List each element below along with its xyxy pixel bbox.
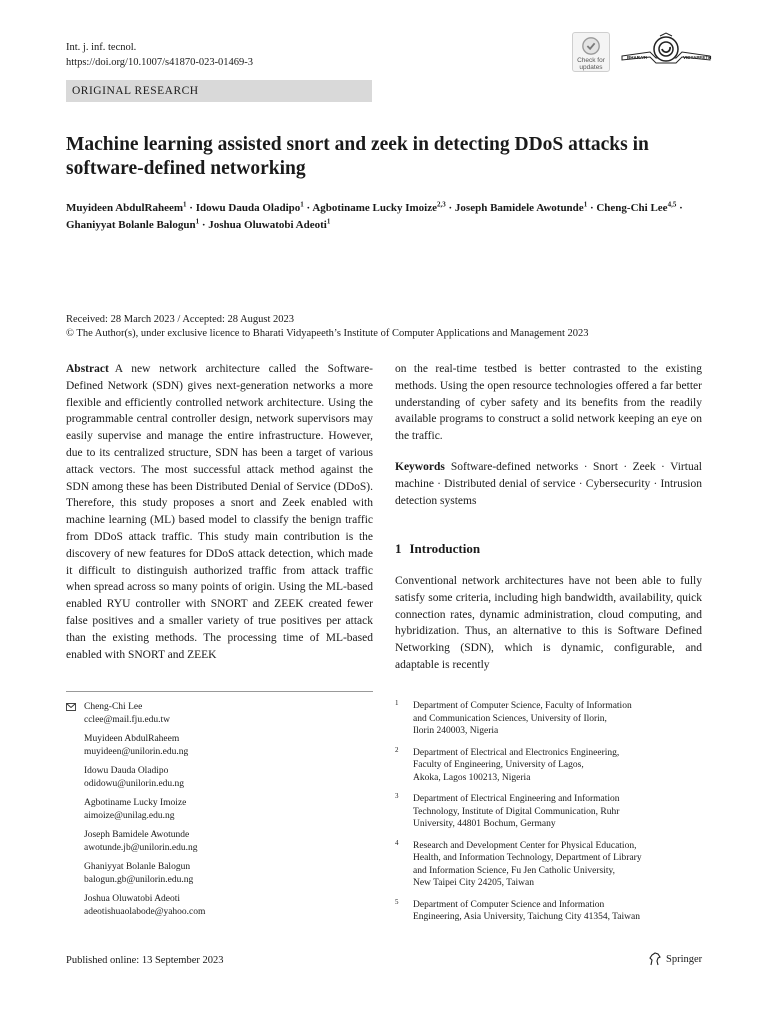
affiliation-item [395,747,715,785]
affiliation-line: and Communication Sciences, University of Ilorin, [413,713,607,724]
affiliation-item [395,899,715,924]
author-affiliation-ref: 4,5 [667,200,677,209]
author-name: Ghaniyyat Bolanle Balogun [66,219,196,231]
contact-email[interactable]: cclee@mail.fju.edu.tw [84,714,171,725]
bharati-vidyapeeth-logo [620,32,712,72]
svg-text:VIDYAPEETH: VIDYAPEETH [683,55,712,60]
contact-list [66,701,366,925]
author-affiliation-ref: 2,3 [437,200,446,209]
abstract-text-left: A new network architecture called the Software-Defined Network (SDN) gives next-generation networks a more flexible and efficiently controlled network architecture. Using the programmable central controller design, network supervisors may easily supervise and manage the entire infrastructure. However, due to its centralized structure, SDN has been a target of various attack vectors. The most successful attack method against the SDN among these has been Distributed Denial of Service (DDoS). Therefore, this study proposes a snort and Zeek enabled with machine learning (ML) based model to classify the benign traffic from DDoS attack traffic. This study main contribution is the discovery of new features for DDoS attack detection, which made it difficult to distinguish authorized traffic from attack traffic when spread across so many points of origin. Using the ML-based enabled RYU controller with SNORT and ZEEK created fewer false positives and a smaller variety of true positives per attack than the existing methods. The processing time of ML-based enabled with SNORT and ZEEK [66,363,373,661]
author-name: Cheng-Chi Lee [596,202,668,214]
author-separator: · [303,202,313,214]
affiliation-item [395,793,715,831]
author-separator: · [587,202,597,214]
contact-email[interactable]: awotunde.jb@unilorin.edu.ng [84,842,198,853]
springer-horse-icon [648,952,662,966]
author-name: Agbotiname Lucky Imoize [312,202,437,214]
author-name: Joshua Oluwatobi Adeoti [208,219,327,231]
svg-text:BHARATI: BHARATI [627,55,647,60]
keywords [395,459,702,509]
institution-seal-icon [620,32,712,72]
author-affiliation-ref: 1 [195,217,200,226]
affiliation-line: Department of Computer Science and Information [413,899,605,910]
keywords-label: Keywords [395,461,445,473]
section-title: Introduction [409,541,481,556]
contact-name: Joshua Oluwatobi Adeoti [84,894,181,904]
author-name: Idowu Dauda Oladipo [195,202,301,214]
section-label: ORIGINAL RESEARCH [66,80,372,102]
contact-email[interactable]: odidowu@unilorin.edu.ng [84,778,185,789]
contact-name: Cheng-Chi Lee [84,702,143,712]
affiliation-line: New Taipei City 24205, Taiwan [413,878,535,888]
author-separator: · [199,219,209,231]
author-affiliation-ref: 1 [583,200,588,209]
contact-email[interactable]: muyideen@unilorin.edu.ng [84,746,189,757]
author-separator: · [186,202,196,214]
contact-name: Agbotiname Lucky Imoize [84,798,187,808]
check-updates-label: Check for updates [577,57,605,71]
introduction-text: Conventional network architectures have not been able to fully satisfy some criteria, including high bandwidth, availability, quick connection rates, dynamic administration, cloud computing, and hybridization. Thus, an alternative to this is Software Defined Networking (SDN), which is dynamic, configurable, and adaptable is recently [395,575,702,671]
check-for-updates-badge[interactable] [572,32,610,72]
contact-name: Ghaniyyat Bolanle Balogun [84,862,191,872]
affiliation-line: University, 44801 Bochum, Germany [413,819,556,829]
affiliation-line: and Information Science, Fu Jen Catholic University, [413,865,616,876]
affiliation-list [395,700,715,933]
author-affiliation-ref: 1 [300,200,304,209]
contact-email[interactable]: aimoize@unilag.edu.ng [84,810,175,821]
contact-name: Idowu Dauda Oladipo [84,766,169,776]
author-affiliation-ref: 1 [183,200,187,209]
copyright-notice: © The Author(s), under exclusive licence to Bharati Vidyapeeth’s Institute of Computer Applications and Management 2023 [66,327,589,339]
doi-link[interactable]: https://doi.org/10.1007/s41870-023-01469-3 [66,57,254,68]
affiliation-line: Faculty of Engineering, University of Lagos, [413,760,584,770]
contact-item [66,797,366,822]
section-number: 1 [395,541,402,556]
affiliation-item [395,700,715,738]
abstract-label: Abstract [66,363,109,375]
abstract-left [66,361,373,663]
affiliation-line: Ilorin 240003, Nigeria [413,726,499,736]
affiliation-item [395,840,715,890]
contact-email[interactable]: balogun.gb@unilorin.edu.ng [84,874,194,885]
author-separator: · [445,202,455,214]
affiliation-number: 4 [395,838,399,847]
affiliation-line: Technology, Institute of Digital Communication, Ruhr [413,806,620,817]
affiliation-number: 1 [395,699,399,707]
affiliation-number: 5 [395,897,399,906]
paper-title: Machine learning assisted snort and zeek in detecting DDoS attacks in software-defined networking [66,134,649,179]
publisher-logo [648,952,702,966]
keywords-text: Software-defined networks · Snort · Zeek · Virtual machine · Distributed denial of service · Cybersecurity · Intrusion detection systems [395,461,702,507]
section-heading-introduction [395,540,480,557]
contact-email[interactable]: adeotishuaolabode@yahoo.com [84,906,206,917]
affiliation-line: Akoka, Lagos 100213, Nigeria [413,772,531,783]
received-accepted: Received: 28 March 2023 / Accepted: 28 August 2023 [66,314,295,325]
contact-name: Joseph Bamidele Awotunde [84,830,190,840]
contact-item [66,701,366,726]
affiliation-line: Research and Development Center for Physical Education, [413,840,637,851]
contact-item [66,733,366,758]
publisher-name: Springer [666,953,703,965]
check-updates-icon [580,36,602,56]
author-separator: · [676,202,683,214]
published-online: Published online: 13 September 2023 [66,955,224,966]
affiliation-line: Department of Electrical and Electronics Engineering, [413,747,620,758]
author-list [66,200,706,234]
publication-dates [66,313,716,340]
journal-header [66,40,253,70]
journal-name: Int. j. inf. tecnol. [66,42,137,53]
abstract-right: on the real-time testbed is better contrasted to the existing methods. Using the open resource technologies offered a far better understanding of cyber safety and its benefits from the readily available programs to construct a solid network keeping an eye on the traffic. [395,363,702,443]
author-affiliation-ref: 1 [326,217,331,226]
author-name: Joseph Bamidele Awotunde [454,202,584,214]
contact-item [66,829,366,854]
affiliation-line: Department of Electrical Engineering and Information [413,794,620,804]
footnote-divider [66,691,373,692]
contact-item [66,893,366,918]
author-name: Muyideen AbdulRaheem [66,202,184,214]
affiliation-line: Department of Computer Science, Faculty of Information [413,701,632,711]
affiliation-line: Health, and Information Technology, Department of Library [413,853,642,863]
contact-item [66,861,366,886]
contact-item [66,765,366,790]
affiliation-number: 3 [395,792,399,800]
header-badges [572,32,712,72]
contact-name: Muyideen AbdulRaheem [84,734,180,744]
affiliation-number: 2 [395,745,399,754]
envelope-icon [66,703,76,711]
affiliation-line: Engineering, Asia University, Taichung City 41354, Taiwan [413,912,640,922]
